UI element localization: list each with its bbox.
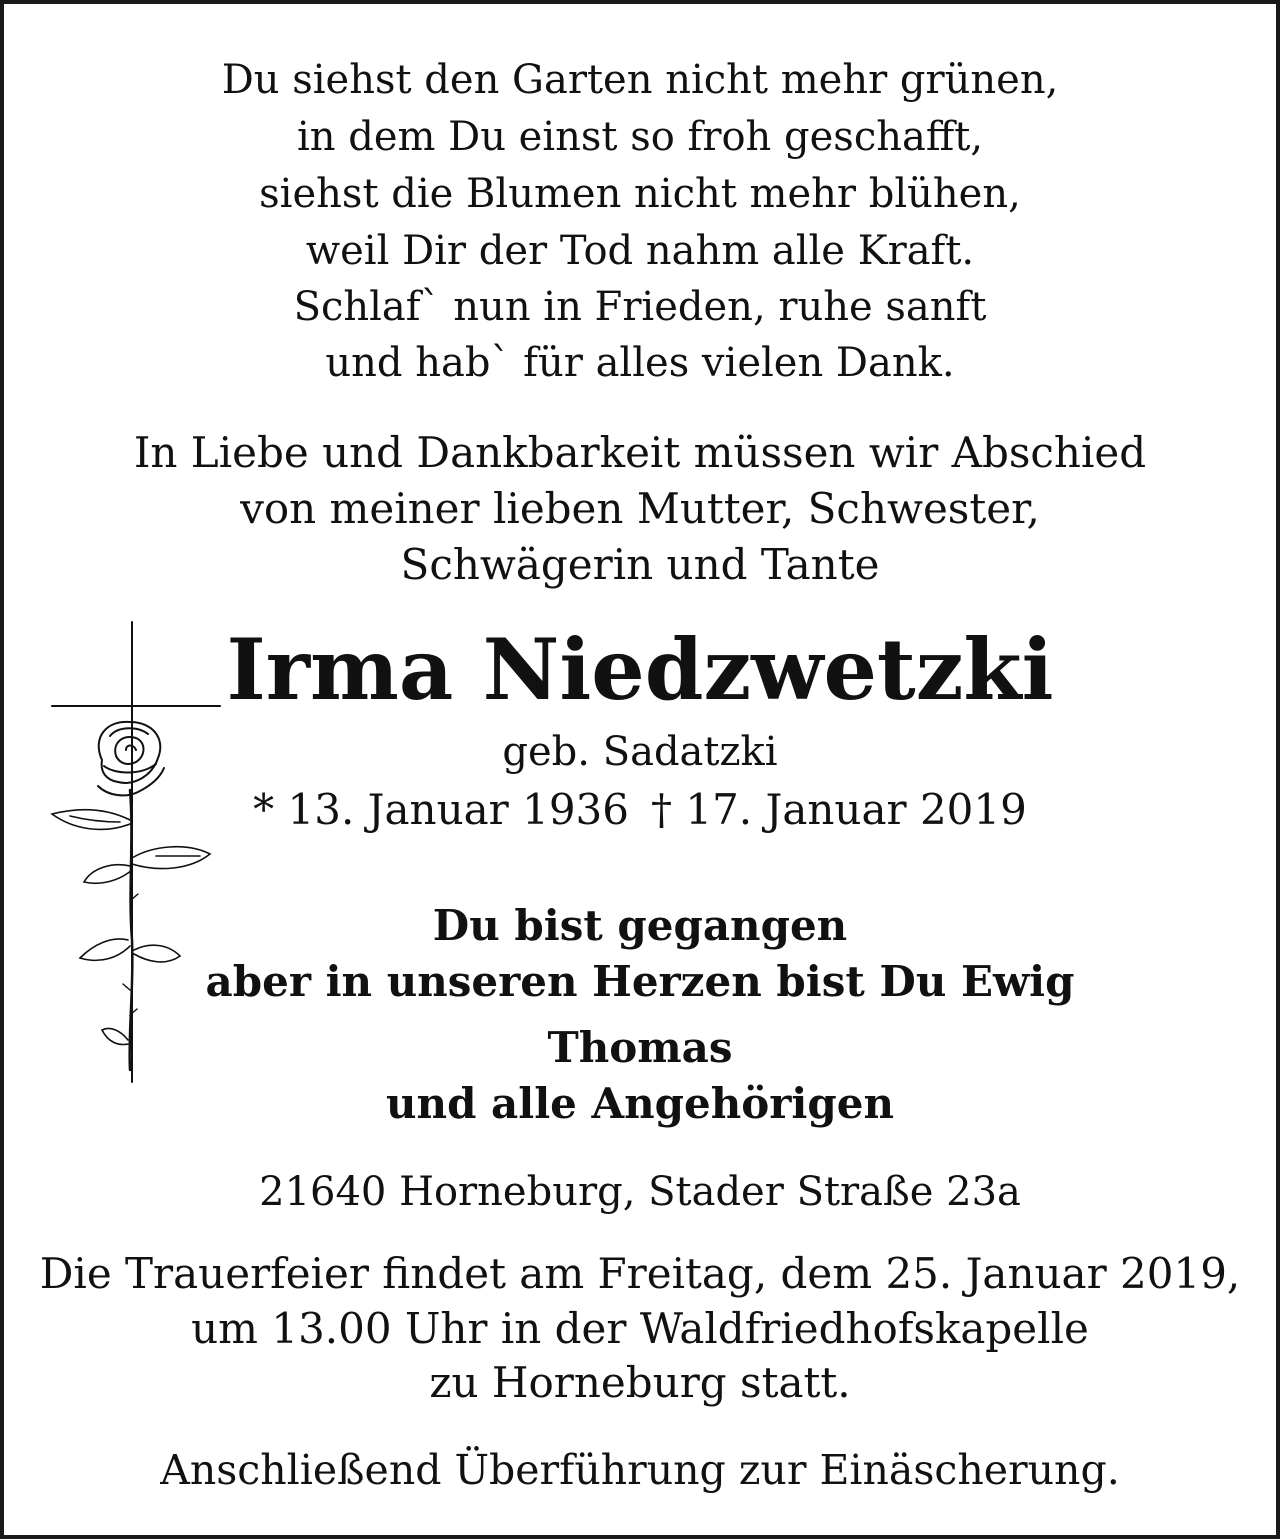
intro-line-1: In Liebe und Dankbarkeit müssen wir Abschied bbox=[133, 428, 1147, 477]
address: 21640 Horneburg, Stader Straße 23a bbox=[259, 1169, 1021, 1215]
ceremony-line-1: Die Trauerfeier findet am Freitag, dem 25. Januar 2019, bbox=[39, 1249, 1241, 1298]
intro-line-3: Schwägerin und Tante bbox=[400, 540, 880, 589]
poem-line-5: Schlaf` nun in Frieden, ruhe sanft bbox=[293, 284, 987, 330]
mourner-relatives: und alle Angehörigen bbox=[386, 1079, 894, 1128]
poem-line-6: und hab` für alles vielen Dank. bbox=[325, 340, 955, 386]
mourner-name: Thomas bbox=[547, 1023, 733, 1072]
death-date: † 17. Januar 2019 bbox=[651, 785, 1027, 834]
birth-name: geb. Sadatzki bbox=[502, 729, 778, 775]
ceremony-line-3: zu Horneburg statt. bbox=[429, 1358, 851, 1407]
intro-line-2: von meiner lieben Mutter, Schwester, bbox=[240, 484, 1040, 533]
poem-line-1: Du siehst den Garten nicht mehr grünen, bbox=[221, 57, 1059, 103]
deceased-name: Irma Niedzwetzki bbox=[226, 620, 1054, 719]
poem-line-4: weil Dir der Tod nahm alle Kraft. bbox=[305, 228, 975, 274]
motto-line-1: Du bist gegangen bbox=[432, 901, 848, 950]
birth-date: * 13. Januar 1936 bbox=[253, 785, 629, 834]
motto-line-2: aber in unseren Herzen bist Du Ewig bbox=[205, 957, 1075, 1006]
ceremony-line-2: um 13.00 Uhr in der Waldfriedhofskapelle bbox=[191, 1304, 1089, 1353]
poem-line-2: in dem Du einst so froh geschafft, bbox=[296, 114, 984, 160]
final-note: Anschließend Überführung zur Einäscherung. bbox=[160, 1446, 1120, 1494]
life-dates bbox=[4, 785, 1276, 834]
poem-line-3: siehst die Blumen nicht mehr blühen, bbox=[259, 171, 1021, 217]
